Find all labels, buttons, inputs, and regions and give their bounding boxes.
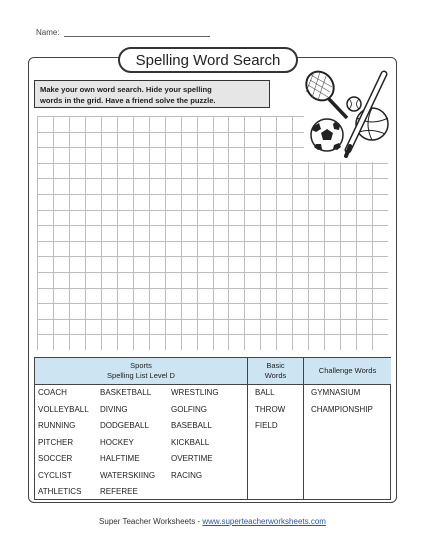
basic-header [248, 358, 303, 385]
spelling-word: CYCLIST [38, 470, 72, 480]
spelling-word: ATHLETICS [38, 487, 82, 496]
footer-link[interactable]: www.superteacherworksheets.com [202, 517, 326, 526]
spelling-word: RUNNING [38, 421, 76, 430]
page-title: Spelling Word Search [118, 47, 298, 73]
soccer-ball-icon [311, 119, 343, 151]
sports-header-line-1: Sports [130, 361, 152, 370]
spelling-word: SOCCER [38, 454, 73, 463]
challenge-header-label: Challenge Words [318, 366, 377, 375]
baseball-icon [347, 97, 361, 111]
spelling-word: KICKBALL [171, 437, 210, 447]
spelling-word: CHAMPIONSHIP [311, 404, 373, 414]
spelling-word: HALFTIME [100, 454, 140, 463]
spelling-word: THROW [255, 404, 286, 414]
instructions-box [34, 80, 270, 108]
footer-text: Super Teacher Worksheets - [99, 517, 203, 526]
sports-equipment-icon [302, 68, 394, 162]
spelling-word: FIELD [255, 421, 278, 430]
spelling-word: VOLLEYBALL [38, 404, 89, 414]
name-row [36, 28, 210, 37]
instructions-line-1: Make your own word search. Hide your spelling [40, 85, 212, 94]
spelling-word: PITCHER [38, 437, 74, 447]
basic-header-line-2: Words [264, 371, 287, 380]
spelling-word: BASEBALL [171, 421, 212, 430]
spelling-word-table [34, 357, 391, 500]
name-line[interactable] [64, 28, 210, 37]
spelling-word: DIVING [100, 404, 128, 414]
footer [0, 517, 425, 526]
spelling-word: GYMNASIUM [311, 388, 361, 397]
spelling-word: OVERTIME [171, 454, 213, 463]
name-label: Name: [36, 28, 60, 37]
basic-header-line-1: Basic [266, 361, 285, 370]
instructions-line-2: words in the grid. Have a friend solve the puzzle. [40, 96, 216, 105]
column-separator-basic [247, 358, 248, 499]
spelling-word: COACH [38, 388, 67, 397]
column-separator-challenge [303, 358, 304, 499]
sports-header [35, 358, 247, 385]
spelling-word: BALL [255, 388, 275, 397]
challenge-header [304, 358, 391, 385]
spelling-word: REFEREE [100, 487, 138, 496]
spelling-word: GOLFING [171, 404, 208, 414]
spelling-word: WRESTLING [171, 388, 219, 397]
spelling-word: DODGEBALL [100, 421, 149, 430]
spelling-word: RACING [171, 470, 203, 480]
spelling-word: BASKETBALL [100, 388, 152, 397]
sports-header-line-2: Spelling List Level D [107, 371, 175, 380]
spelling-word: HOCKEY [100, 437, 134, 447]
spelling-word: WATERSKIING [100, 470, 156, 480]
